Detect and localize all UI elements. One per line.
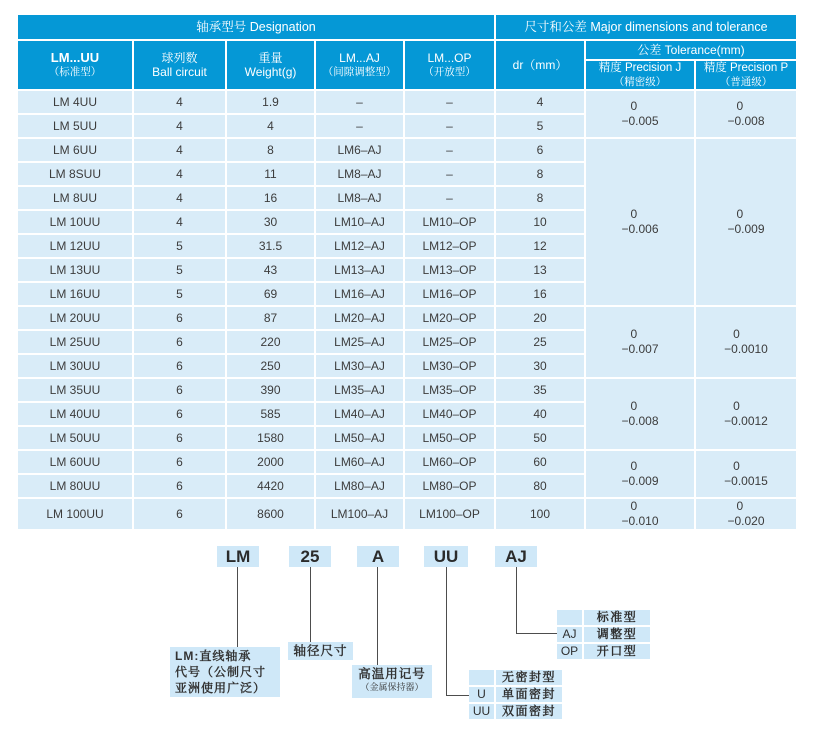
table-row (18, 139, 796, 161)
tolerance-p-cell: 0 −0.009 (696, 139, 796, 305)
bearing-spec-table (16, 13, 798, 531)
model-cell: LM 10UU (18, 211, 132, 233)
ball-cell: 6 (134, 499, 225, 529)
col-header-precision-j: 精度 Precision J （精密级） (586, 61, 694, 89)
ball-cell: 4 (134, 91, 225, 113)
connector-line-a (377, 567, 378, 665)
dr-cell: 8 (496, 187, 584, 209)
connector-line-25 (310, 567, 311, 642)
tolerance-p-cell: 0 −0.020 (696, 499, 796, 529)
weight-cell: 8 (227, 139, 314, 161)
weight-cell: 69 (227, 283, 314, 305)
col-header-precision-p: 精度 Precision P （普通级） (696, 61, 796, 89)
type-code-cell: AJ (557, 627, 582, 642)
ball-cell: 4 (134, 187, 225, 209)
op-cell: LM35–OP (405, 379, 494, 401)
weight-cell: 31.5 (227, 235, 314, 257)
dr-cell: 4 (496, 91, 584, 113)
table-row (18, 451, 796, 473)
tolerance-p-cell: 0 −0.0012 (696, 379, 796, 449)
op-cell: – (405, 91, 494, 113)
code-box-25: 25 (289, 546, 331, 567)
dr-cell: 80 (496, 475, 584, 497)
model-cell: LM 35UU (18, 379, 132, 401)
weight-cell: 1.9 (227, 91, 314, 113)
op-cell: – (405, 115, 494, 137)
op-cell: LM60–OP (405, 451, 494, 473)
model-cell: LM 100UU (18, 499, 132, 529)
ball-cell: 6 (134, 427, 225, 449)
op-cell: – (405, 187, 494, 209)
dr-cell: 12 (496, 235, 584, 257)
weight-cell: 4420 (227, 475, 314, 497)
col-header-model: LM...UU （标准型） (18, 41, 132, 89)
ball-cell: 4 (134, 163, 225, 185)
dr-cell: 16 (496, 283, 584, 305)
tolerance-p-cell: 0 −0.0015 (696, 451, 796, 497)
tolerance-group-header: 公差 Tolerance(mm) (586, 41, 796, 59)
weight-cell: 30 (227, 211, 314, 233)
ball-cell: 6 (134, 403, 225, 425)
model-cell: LM 80UU (18, 475, 132, 497)
lm-note: LM:直线轴承 代号（公制尺寸 亚洲使用广泛） (170, 647, 280, 697)
table-row (18, 499, 796, 529)
aj-cell: LM80–AJ (316, 475, 403, 497)
ball-cell: 6 (134, 379, 225, 401)
dimensions-group-header: 尺寸和公差 Major dimensions and tolerance (496, 15, 796, 39)
ball-cell: 6 (134, 307, 225, 329)
weight-cell: 220 (227, 331, 314, 353)
aj-cell: – (316, 115, 403, 137)
op-cell: LM80–OP (405, 475, 494, 497)
shaft-size-note: 轴径尺寸 (288, 642, 353, 660)
weight-cell: 2000 (227, 451, 314, 473)
op-cell: LM10–OP (405, 211, 494, 233)
dr-cell: 25 (496, 331, 584, 353)
dr-cell: 35 (496, 379, 584, 401)
model-cell: LM 13UU (18, 259, 132, 281)
aj-cell: LM8–AJ (316, 187, 403, 209)
aj-cell: LM100–AJ (316, 499, 403, 529)
table-row (18, 307, 796, 329)
dr-cell: 13 (496, 259, 584, 281)
dr-cell: 8 (496, 163, 584, 185)
aj-cell: LM10–AJ (316, 211, 403, 233)
col-header-ball-circuit: 球列数 Ball circuit (134, 41, 225, 89)
model-cell: LM 16UU (18, 283, 132, 305)
op-cell: LM50–OP (405, 427, 494, 449)
dr-cell: 30 (496, 355, 584, 377)
ball-cell: 4 (134, 139, 225, 161)
group-header-row (18, 15, 796, 39)
column-header-row (18, 41, 796, 59)
code-box-a: A (357, 546, 399, 567)
tolerance-p-cell: 0 −0.008 (696, 91, 796, 137)
model-cell: LM 40UU (18, 403, 132, 425)
type-desc-cell: 开口型 (584, 644, 650, 659)
connector-elbow-uu (446, 695, 469, 696)
col-header-aj: LM...AJ （间隙调整型） (316, 41, 403, 89)
ball-cell: 6 (134, 475, 225, 497)
table-row (18, 91, 796, 113)
ball-cell: 6 (134, 355, 225, 377)
dr-cell: 50 (496, 427, 584, 449)
weight-cell: 4 (227, 115, 314, 137)
dr-cell: 5 (496, 115, 584, 137)
weight-cell: 250 (227, 355, 314, 377)
weight-cell: 11 (227, 163, 314, 185)
code-box-uu: UU (424, 546, 468, 567)
op-cell: LM30–OP (405, 355, 494, 377)
code-box-lm: LM (217, 546, 259, 567)
aj-cell: LM13–AJ (316, 259, 403, 281)
col-header-dr: dr（mm） (496, 41, 584, 89)
weight-cell: 43 (227, 259, 314, 281)
aj-cell: LM8–AJ (316, 163, 403, 185)
model-cell: LM 30UU (18, 355, 132, 377)
seal-code-cell: UU (469, 704, 494, 719)
weight-cell: 8600 (227, 499, 314, 529)
aj-cell: LM50–AJ (316, 427, 403, 449)
seal-desc-cell: 双面密封 (496, 704, 562, 719)
table-row (18, 379, 796, 401)
type-code-cell: OP (557, 644, 582, 659)
model-cell: LM 4UU (18, 91, 132, 113)
seal-code-cell (469, 670, 494, 685)
model-cell: LM 20UU (18, 307, 132, 329)
aj-cell: LM60–AJ (316, 451, 403, 473)
dr-cell: 100 (496, 499, 584, 529)
dr-cell: 6 (496, 139, 584, 161)
tolerance-j-cell: 0 −0.005 (586, 91, 694, 137)
tolerance-j-cell: 0 −0.006 (586, 139, 694, 305)
type-desc-cell: 标准型 (584, 610, 650, 625)
model-cell: LM 6UU (18, 139, 132, 161)
weight-cell: 87 (227, 307, 314, 329)
tolerance-j-cell: 0 −0.007 (586, 307, 694, 377)
tolerance-j-cell: 0 −0.008 (586, 379, 694, 449)
model-cell: LM 12UU (18, 235, 132, 257)
seal-desc-cell: 单面密封 (496, 687, 562, 702)
op-cell: LM16–OP (405, 283, 494, 305)
weight-cell: 1580 (227, 427, 314, 449)
weight-cell: 390 (227, 379, 314, 401)
col-header-weight: 重量 Weight(g) (227, 41, 314, 89)
designation-group-header: 轴承型号 Designation (18, 15, 494, 39)
ball-cell: 5 (134, 283, 225, 305)
aj-cell: LM25–AJ (316, 331, 403, 353)
tolerance-p-cell: 0 −0.0010 (696, 307, 796, 377)
op-cell: LM25–OP (405, 331, 494, 353)
high-temp-note: 高温用记号 （金属保持器） (352, 665, 432, 698)
ball-cell: 4 (134, 115, 225, 137)
ball-cell: 6 (134, 451, 225, 473)
aj-cell: LM35–AJ (316, 379, 403, 401)
ball-cell: 4 (134, 211, 225, 233)
connector-line-lm (237, 567, 238, 647)
connector-line-uu (446, 567, 447, 696)
ball-cell: 5 (134, 235, 225, 257)
weight-cell: 585 (227, 403, 314, 425)
aj-cell: LM16–AJ (316, 283, 403, 305)
dr-cell: 40 (496, 403, 584, 425)
seal-desc-cell: 无密封型 (496, 670, 562, 685)
dr-cell: 10 (496, 211, 584, 233)
tolerance-j-cell: 0 −0.010 (586, 499, 694, 529)
op-cell: – (405, 139, 494, 161)
aj-cell: LM30–AJ (316, 355, 403, 377)
connector-elbow-aj (516, 633, 557, 634)
aj-cell: LM6–AJ (316, 139, 403, 161)
dr-cell: 60 (496, 451, 584, 473)
op-cell: LM100–OP (405, 499, 494, 529)
op-cell: LM12–OP (405, 235, 494, 257)
op-cell: LM40–OP (405, 403, 494, 425)
seal-code-cell: U (469, 687, 494, 702)
code-box-aj: AJ (495, 546, 537, 567)
ball-cell: 6 (134, 331, 225, 353)
ball-cell: 5 (134, 259, 225, 281)
op-cell: LM20–OP (405, 307, 494, 329)
aj-cell: – (316, 91, 403, 113)
connector-line-aj (516, 567, 517, 634)
type-desc-cell: 调整型 (584, 627, 650, 642)
aj-cell: LM20–AJ (316, 307, 403, 329)
tolerance-j-cell: 0 −0.009 (586, 451, 694, 497)
model-cell: LM 25UU (18, 331, 132, 353)
dr-cell: 20 (496, 307, 584, 329)
model-cell: LM 5UU (18, 115, 132, 137)
model-cell: LM 60UU (18, 451, 132, 473)
aj-cell: LM12–AJ (316, 235, 403, 257)
op-cell: LM13–OP (405, 259, 494, 281)
aj-cell: LM40–AJ (316, 403, 403, 425)
op-cell: – (405, 163, 494, 185)
type-code-cell (557, 610, 582, 625)
weight-cell: 16 (227, 187, 314, 209)
col-header-op: LM...OP （开放型） (405, 41, 494, 89)
model-cell: LM 8UU (18, 187, 132, 209)
model-cell: LM 50UU (18, 427, 132, 449)
model-cell: LM 8SUU (18, 163, 132, 185)
